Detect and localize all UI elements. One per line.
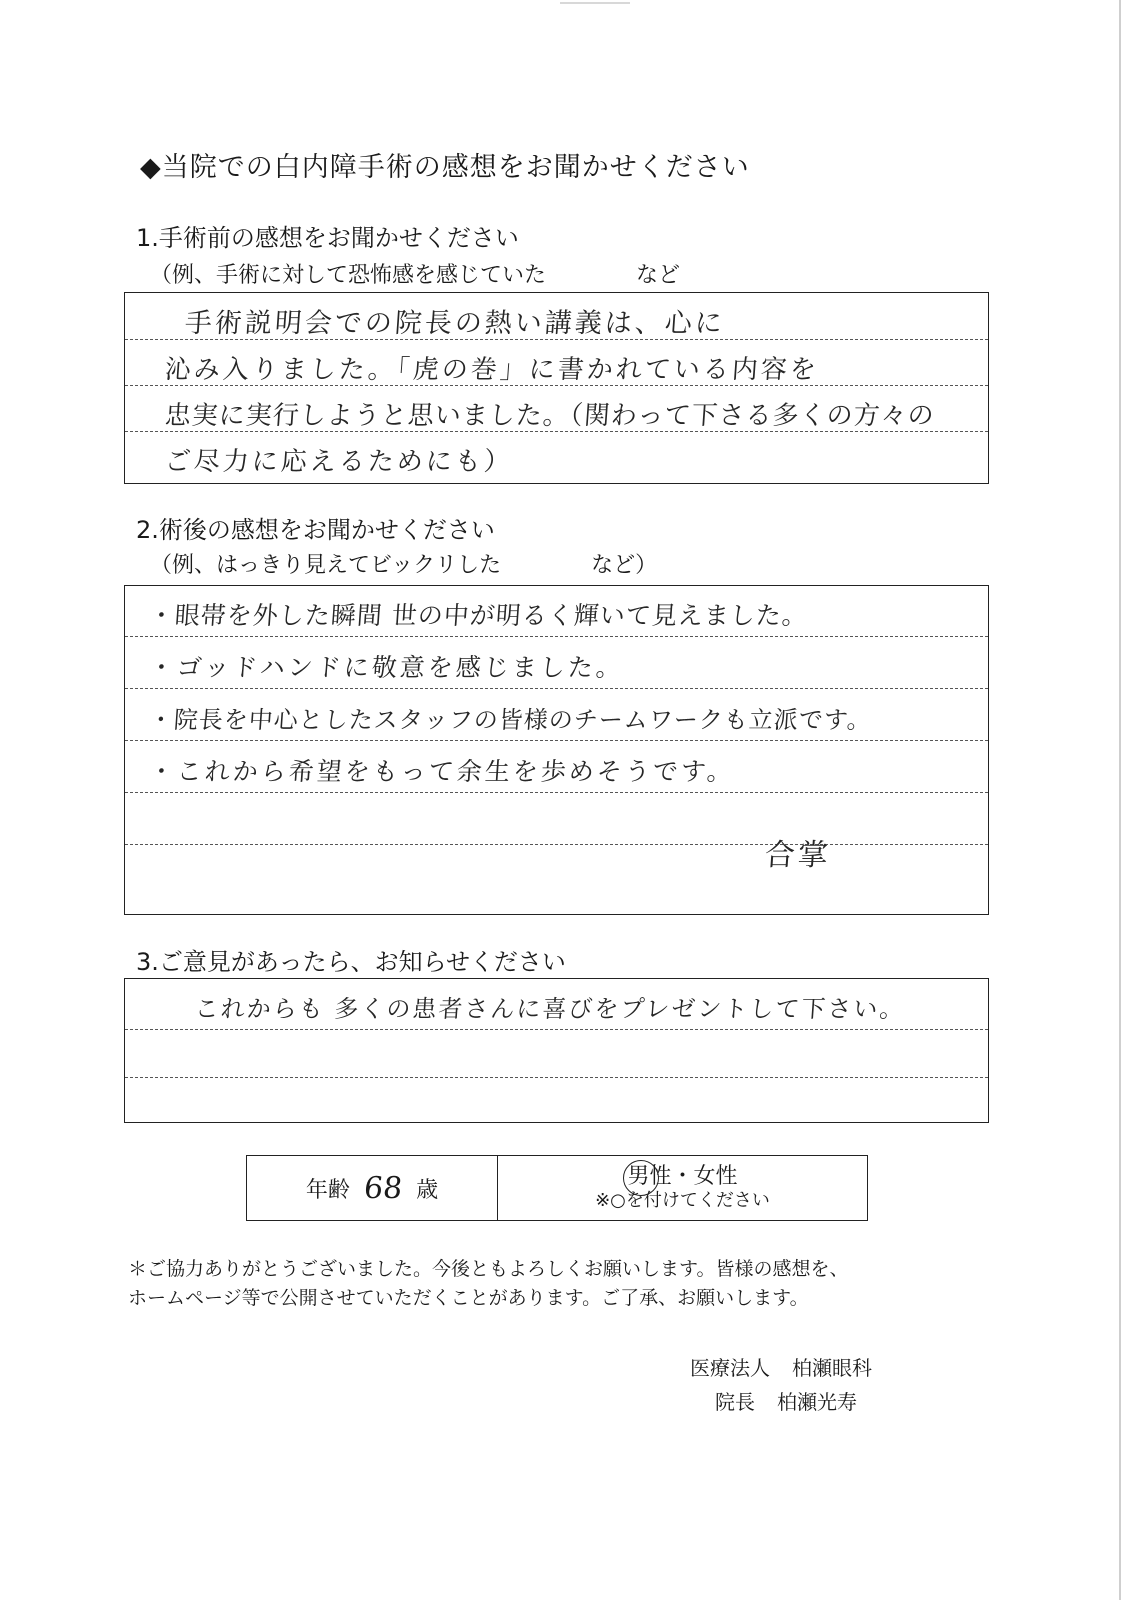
signature-gassho: 合掌 — [763, 838, 832, 873]
clinic-name — [690, 1352, 872, 1381]
dotted-line — [125, 844, 988, 845]
dotted-line — [125, 1029, 988, 1030]
gender-male-circled: 男性 — [627, 1164, 672, 1189]
gender-cell — [498, 1156, 867, 1220]
section-3-heading: 3.ご意見があったら、お知らせください — [136, 948, 566, 976]
section-1-example-suffix: など — [636, 263, 681, 288]
handwritten-line: 沁み入りました。「虎の巻」に書かれている内容を — [163, 355, 820, 385]
section-2-example-suffix: など） — [591, 553, 658, 578]
director-title: 院長 — [715, 1390, 755, 1414]
handwritten-line: ・これから希望をもって余生を歩めそうです。 — [147, 757, 736, 786]
footer-note — [128, 1255, 848, 1313]
handwritten-line: 忠実に実行しようと思いました。（関わって下さる多くの方々の — [163, 401, 936, 431]
age-value: 68 — [362, 1170, 404, 1206]
handwritten-line: ・院長を中心としたスタッフの皆様のチームワークも立派です。 — [147, 706, 873, 734]
section-2-example-text: （例、はっきり見えてビックリした — [150, 553, 502, 578]
page-title: ◆当院での白内障手術の感想をお聞かせください — [140, 152, 750, 183]
footer-note-line-1: ＊ご協力ありがとうございました。今後ともよろしくお願いします。皆様の感想を、 — [128, 1258, 849, 1280]
section-1-example — [150, 258, 680, 289]
gender-female: 女性 — [693, 1164, 738, 1189]
section-1-example-text: （例、手術に対して恐怖感を感じていた — [150, 263, 547, 288]
dotted-line — [125, 688, 988, 689]
section-2-heading: 2.術後の感想をお聞かせください — [136, 516, 495, 544]
dotted-line — [125, 1077, 988, 1078]
org-type: 医療法人 — [690, 1356, 770, 1380]
handwritten-line: ご尽力に応えるためにも） — [163, 447, 514, 477]
org-name: 柏瀬眼科 — [792, 1356, 872, 1380]
dotted-line — [125, 740, 988, 741]
gender-separator: ・ — [671, 1164, 694, 1189]
scan-mark — [560, 2, 630, 4]
age-label: 年齢 — [305, 1177, 350, 1203]
age-gender-table — [246, 1155, 868, 1221]
director-name: 柏瀬光寿 — [777, 1390, 857, 1414]
footer-note-line-2: ホームページ等で公開させていただくことがあります。ご了承、お願いします。 — [128, 1287, 809, 1309]
handwritten-line: ・ゴッドハンドに敬意を感じました。 — [147, 653, 625, 682]
gender-options — [627, 1164, 737, 1190]
section-1-answer-box — [124, 292, 989, 484]
section-2-example — [150, 548, 657, 579]
section-3-answer-box — [124, 978, 989, 1123]
dotted-line — [125, 792, 988, 793]
director — [715, 1386, 857, 1415]
section-1-heading: 1.手術前の感想をお聞かせください — [136, 224, 519, 252]
handwritten-line: ・眼帯を外した瞬間 世の中が明るく輝いて見えました。 — [147, 601, 809, 630]
dotted-line — [125, 636, 988, 637]
age-cell — [247, 1156, 498, 1220]
handwritten-line: これからも 多くの患者さんに喜びをプレゼントして下さい。 — [193, 995, 907, 1023]
age-unit: 歳 — [416, 1177, 439, 1203]
handwritten-line: 手術説明会での院長の熱い講義は、心に — [183, 308, 726, 339]
page-edge — [1119, 0, 1121, 1600]
gender-note: ※○を付けてください — [595, 1190, 770, 1212]
section-2-answer-box — [124, 585, 989, 915]
